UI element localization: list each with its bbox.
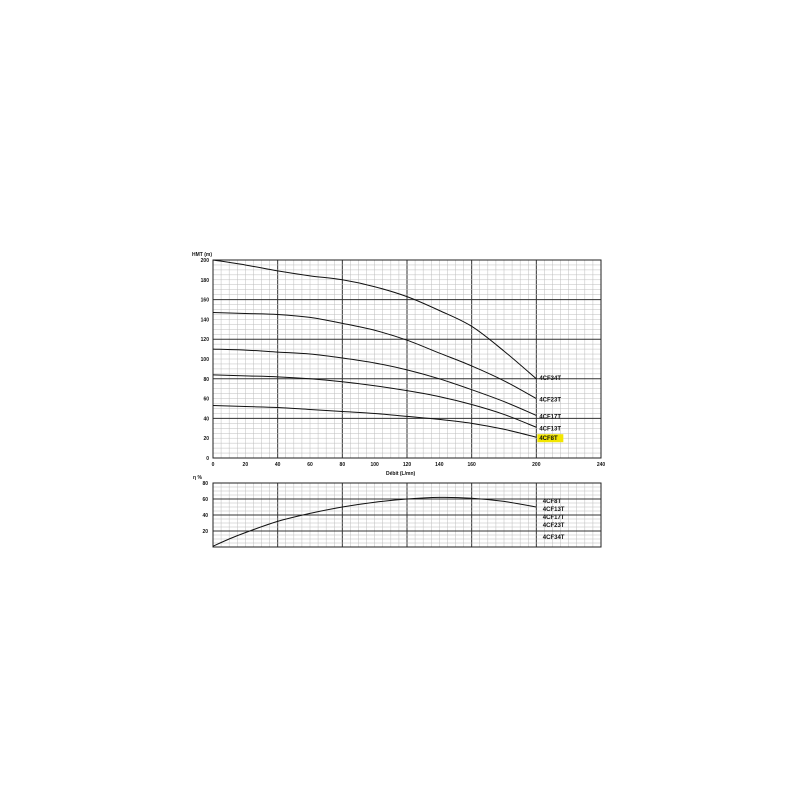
efficiency-legend-4cf34t: 4CF34T (542, 535, 565, 541)
x-tick-label: 60 (307, 462, 313, 468)
eff-y-tick-label: 40 (202, 513, 208, 519)
efficiency-legend-4cf8t: 4CF8T (542, 499, 562, 505)
head-ylabel: HMT (m) (192, 252, 212, 258)
y-tick-label: 0 (206, 456, 209, 462)
head-x-ticks (212, 462, 606, 468)
x-tick-label: 20 (242, 462, 249, 468)
efficiency-legend-4cf13t: 4CF13T (542, 507, 565, 513)
y-tick-label: 140 (200, 317, 209, 324)
series-label-4cf8t: 4CF8T (539, 436, 558, 443)
efficiency-ylabel: η % (193, 475, 202, 481)
series-label-4cf17t: 4CF17T (539, 414, 562, 421)
efficiency-legend (543, 499, 565, 541)
x-tick-label: 200 (532, 462, 541, 468)
x-tick-label: 120 (402, 462, 412, 468)
x-tick-label: 140 (435, 462, 444, 468)
y-tick-label: 100 (200, 357, 209, 363)
series-label-4cf34t: 4CF34T (539, 375, 562, 382)
eff-y-tick-label: 80 (202, 481, 208, 487)
x-tick-label: 40 (274, 462, 281, 468)
efficiency-y-ticks (202, 481, 208, 535)
y-tick-label: 160 (200, 297, 209, 304)
y-tick-label: 80 (203, 376, 209, 383)
x-tick-label: 160 (467, 462, 476, 468)
head-xlabel: Débit (L/mn) (386, 471, 416, 477)
y-tick-label: 120 (200, 337, 209, 344)
x-tick-label: 240 (596, 462, 606, 468)
efficiency-legend-4cf17t: 4CF17T (542, 515, 565, 521)
head-series-labels (537, 376, 563, 442)
eff-y-tick-label: 20 (202, 529, 208, 535)
x-tick-label: 100 (370, 462, 379, 468)
eff-y-tick-label: 60 (202, 497, 208, 503)
y-tick-label: 60 (203, 396, 209, 403)
series-label-4cf23t: 4CF23T (539, 397, 562, 404)
head-y-ticks (201, 258, 210, 462)
y-tick-label: 40 (203, 416, 209, 423)
x-tick-label: 0 (211, 462, 215, 468)
efficiency-legend-4cf23t: 4CF23T (542, 523, 565, 529)
x-tick-label: 80 (339, 462, 346, 468)
y-tick-label: 200 (200, 258, 209, 264)
y-tick-label: 180 (200, 277, 209, 284)
y-tick-label: 20 (203, 436, 209, 443)
series-label-4cf13t: 4CF13T (539, 426, 562, 433)
